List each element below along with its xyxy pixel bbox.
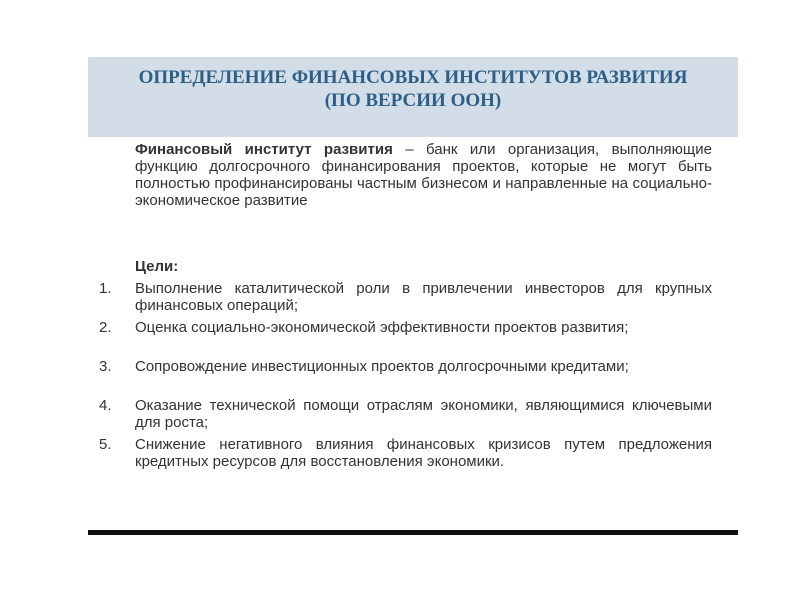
goal-item-3 (0, 358, 800, 397)
goal-text: Оценка социально-экономической эффективности проектов развития; (135, 319, 629, 336)
goal-item-5 (0, 436, 800, 475)
title-band (88, 57, 738, 137)
goal-number: 1. (99, 280, 112, 297)
slide-title: ОПРЕДЕЛЕНИЕ ФИНАНСОВЫХ ИНСТИТУТОВ РАЗВИТИЯ (138, 67, 688, 88)
definition-term: Финансовый институт развития (135, 141, 393, 158)
goal-item-2 (0, 319, 800, 358)
goal-number: 4. (99, 397, 112, 414)
slide-subtitle: (ПО ВЕРСИИ ООН) (324, 90, 502, 111)
goal-number: 5. (99, 436, 112, 453)
goal-item-4 (0, 397, 800, 436)
goal-number: 3. (99, 358, 112, 375)
goal-number: 2. (99, 319, 112, 336)
goal-item-1 (0, 280, 800, 319)
goal-text: Оказание технической помощи отраслям экономики, являющимися ключевыми для роста; (135, 397, 712, 431)
goal-text: Выполнение каталитической роли в привлечении инвесторов для крупных финансовых операций; (135, 280, 712, 314)
definition-text: – банк или организация, выполняющие функцию долгосрочного финансирования проектов, которые не могут быть полностью профинансированы частным бизнесом и направленные на социально-экономическое развитие (135, 141, 712, 209)
goals-list (0, 280, 800, 475)
goals-heading: Цели: (135, 258, 179, 275)
bottom-divider (88, 530, 738, 535)
goal-text: Снижение негативного влияния финансовых кризисов путем предложения кредитных ресурсов для восстановления экономики. (135, 436, 712, 470)
goal-text: Сопровождение инвестиционных проектов долгосрочными кредитами; (135, 358, 629, 375)
definition-paragraph (135, 141, 712, 209)
